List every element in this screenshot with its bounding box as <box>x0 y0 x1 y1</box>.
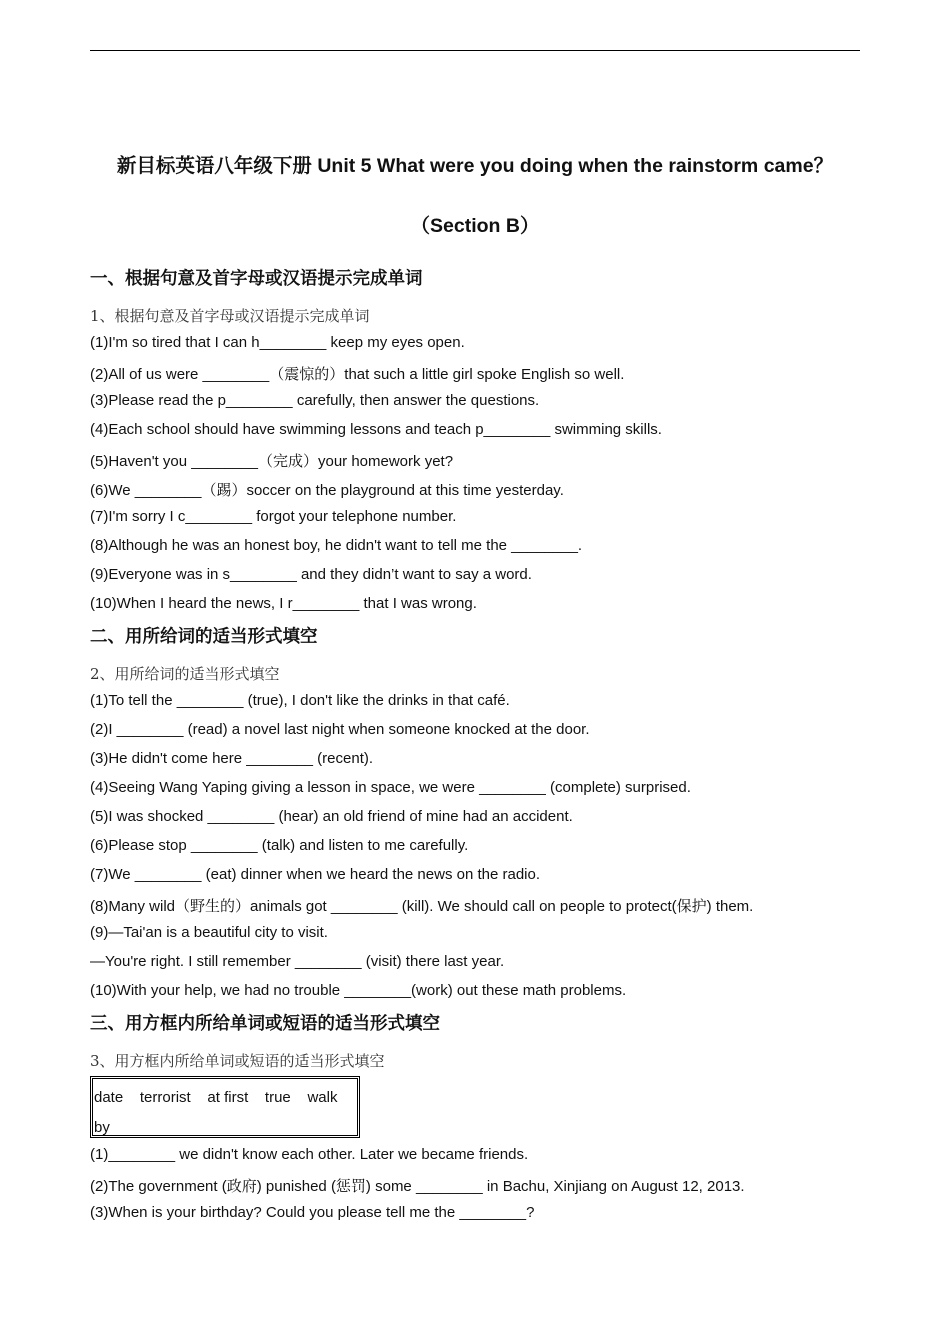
exercise-line: (6)We ________（踢）soccer on the playground at this time yesterday. <box>90 482 564 499</box>
word-bank-item: walk <box>307 1089 338 1106</box>
section-1-instruction: 1、根据句意及首字母或汉语提示完成单词 <box>90 307 370 325</box>
exercise-line: (10)When I heard the news, I r________ that I was wrong. <box>90 595 477 612</box>
exercise-line: (4)Seeing Wang Yaping giving a lesson in space, we were ________ (complete) surprised. <box>90 779 691 796</box>
word-bank-item: true <box>264 1089 291 1106</box>
word-bank-box <box>90 1076 360 1138</box>
exercise-line: (3)When is your birthday? Could you please tell me the ________? <box>90 1204 535 1221</box>
word-bank-item: date <box>94 1089 124 1106</box>
exercise-line: (7)I'm sorry I c________ forgot your telephone number. <box>90 508 457 525</box>
exercise-line: (5)I was shocked ________ (hear) an old friend of mine had an accident. <box>90 808 573 825</box>
exercise-line: (2)The government (政府) punished (惩罚) some ________ in Bachu, Xinjiang on August 12, 2013. <box>90 1178 745 1195</box>
exercise-line: (9)Everyone was in s________ and they didn’t want to say a word. <box>90 566 532 583</box>
section-2-instruction: 2、用所给词的适当形式填空 <box>90 665 280 683</box>
exercise-line: (5)Haven't you ________（完成）your homework yet? <box>90 453 454 470</box>
word-bank-item: by <box>94 1119 110 1136</box>
document-title: 新目标英语八年级下册 Unit 5 What were you doing when the rainstorm came？ <box>116 155 834 177</box>
word-bank-item: at first <box>207 1089 249 1106</box>
exercise-line: (8)Many wild（野生的）animals got ________ (kill). We should call on people to protect(保护) them. <box>90 898 754 915</box>
exercise-line: (3)Please read the p________ carefully, then answer the questions. <box>90 392 540 409</box>
exercise-line: (8)Although he was an honest boy, he didn't want to tell me the ________. <box>90 537 583 554</box>
section-3-heading: 三、用方框内所给单词或短语的适当形式填空 <box>90 1013 440 1033</box>
exercise-line: (10)With your help, we had no trouble ________(work) out these math problems. <box>90 982 627 999</box>
exercise-line: (1)To tell the ________ (true), I don't like the drinks in that café. <box>90 692 510 709</box>
exercise-line: (6)Please stop ________ (talk) and listen to me carefully. <box>90 837 469 854</box>
exercise-line: (3)He didn't come here ________ (recent). <box>90 750 374 767</box>
exercise-line: (1)________ we didn't know each other. Later we became friends. <box>90 1146 529 1163</box>
exercise-line: (2)All of us were ________（震惊的）that such a little girl spoke English so well. <box>90 366 625 383</box>
header-rule <box>90 50 860 51</box>
document-subtitle: （Section B） <box>410 215 540 237</box>
exercise-line: —You're right. I still remember ________ (visit) there last year. <box>90 953 505 970</box>
exercise-line: (4)Each school should have swimming lessons and teach p________ swimming skills. <box>90 421 662 438</box>
section-3-instruction: 3、用方框内所给单词或短语的适当形式填空 <box>90 1052 385 1070</box>
word-bank-item: terrorist <box>139 1089 191 1106</box>
exercise-line: (2)I ________ (read) a novel last night when someone knocked at the door. <box>90 721 590 738</box>
exercise-line: (9)—Tai'an is a beautiful city to visit. <box>90 924 328 941</box>
exercise-line: (7)We ________ (eat) dinner when we heard the news on the radio. <box>90 866 541 883</box>
exercise-line: (1)I'm so tired that I can h________ keep my eyes open. <box>90 334 465 351</box>
section-2-heading: 二、用所给词的适当形式填空 <box>90 626 318 646</box>
section-1-heading: 一、根据句意及首字母或汉语提示完成单词 <box>90 268 423 288</box>
